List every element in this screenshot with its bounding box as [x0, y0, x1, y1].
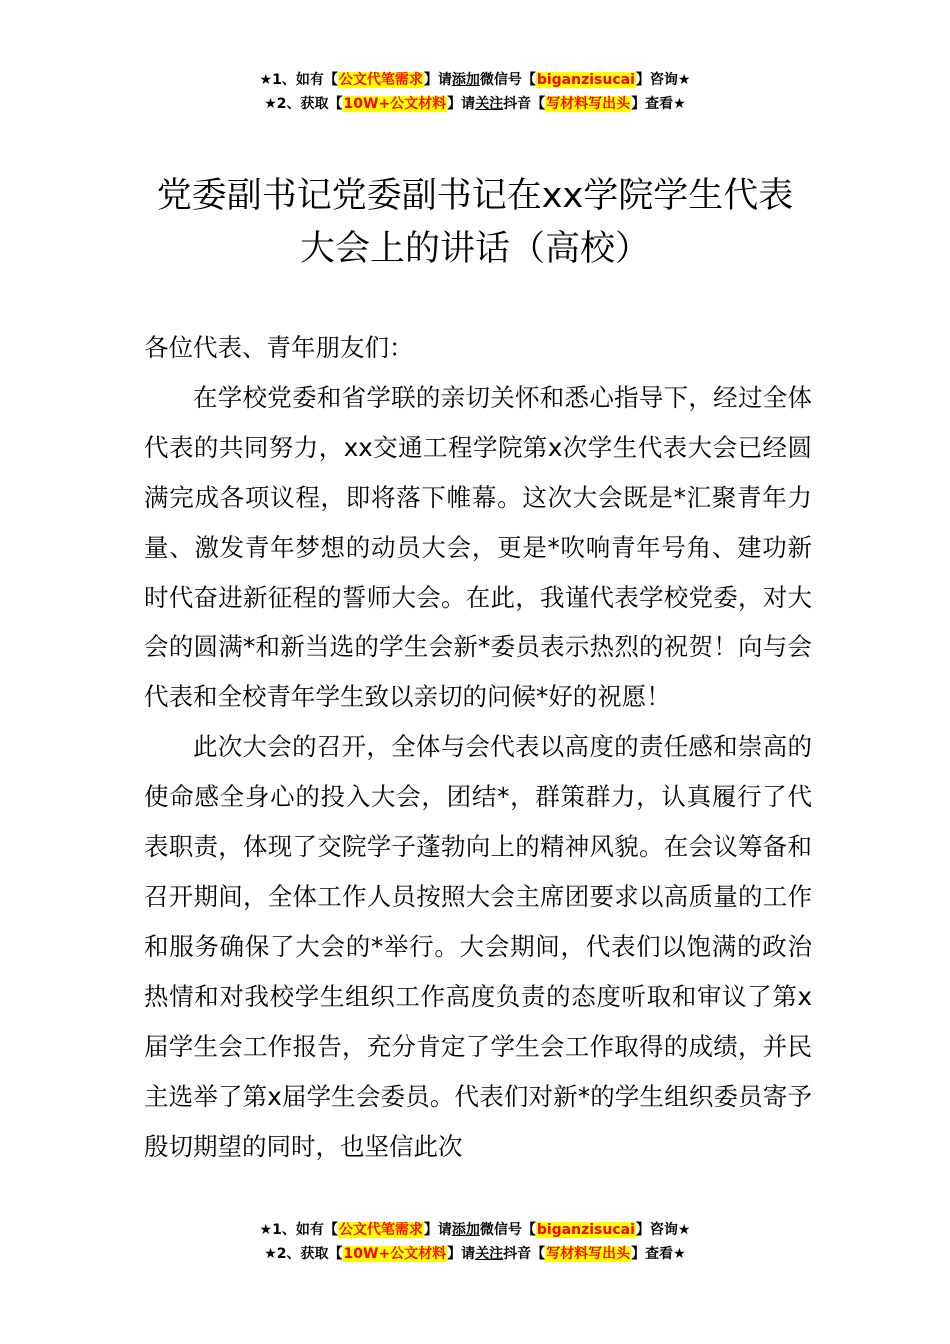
highlight-douyin-account: 写材料写出头: [546, 1246, 631, 1262]
salutation: 各位代表、青年朋友们：: [144, 333, 414, 362]
highlight-service: 公文代笔需求: [338, 72, 423, 88]
promo-line-1: ★1、如有【公文代笔需求】请添加微信号【biganzisucai】咨询★: [259, 1222, 691, 1238]
highlight-douyin-account: 写材料写出头: [546, 96, 631, 112]
document-body: [144, 323, 812, 1171]
highlight-wechat-id: biganzisucai: [536, 72, 635, 88]
highlight-materials: 10W+公文材料: [343, 1246, 447, 1262]
paragraph-2: 此次大会的召开，全体与会代表以高度的责任感和崇高的使命感全身心的投入大会，团结*，群策群力，认真履行了代表职责，体现了交院学子蓬勃向上的精神风貌。在会议筹备和召开期间，全体工作人员按照大会主席团要求以高质量的工作和服务确保了大会的*举行。大会期间，代表们以饱满的政治热情和对我校学生组织工作高度负责的态度听取和审议了第x届学生会工作报告，充分肯定了学生会工作取得的成绩，并民主选举了第x届学生会委员。代表们对新*的学生组织委员寄予殷切期望的同时，也坚信此次: [144, 732, 812, 1161]
promo-line-1: ★1、如有【公文代笔需求】请添加微信号【biganzisucai】咨询★: [259, 72, 691, 88]
promo-banner-bottom: [0, 1218, 950, 1266]
highlight-materials: 10W+公文材料: [343, 96, 447, 112]
document-title: 党委副书记党委副书记在xx学院学生代表大会上的讲话（高校）: [156, 176, 794, 269]
promo-banner-top: [0, 68, 950, 116]
promo-line-2: ★2、获取【10W+公文材料】请关注抖音【写材料写出头】查看★: [264, 1246, 686, 1262]
highlight-wechat-id: biganzisucai: [536, 1222, 635, 1238]
paragraph-1: 在学校党委和省学联的亲切关怀和悉心指导下，经过全体代表的共同努力，xx交通工程学院第x次学生代表大会已经圆满完成各项议程，即将落下帷幕。这次大会既是*汇聚青年力量、激发青年梦想的动员大会，更是*吹响青年号角、建功新时代奋进新征程的誓师大会。在此，我谨代表学校党委，对大会的圆满*和新当选的学生会新*委员表示热烈的祝贺！向与会代表和全校青年学生致以亲切的问候*好的祝愿！: [144, 382, 812, 712]
promo-line-2: ★2、获取【10W+公文材料】请关注抖音【写材料写出头】查看★: [264, 96, 686, 112]
highlight-service: 公文代笔需求: [338, 1222, 423, 1238]
